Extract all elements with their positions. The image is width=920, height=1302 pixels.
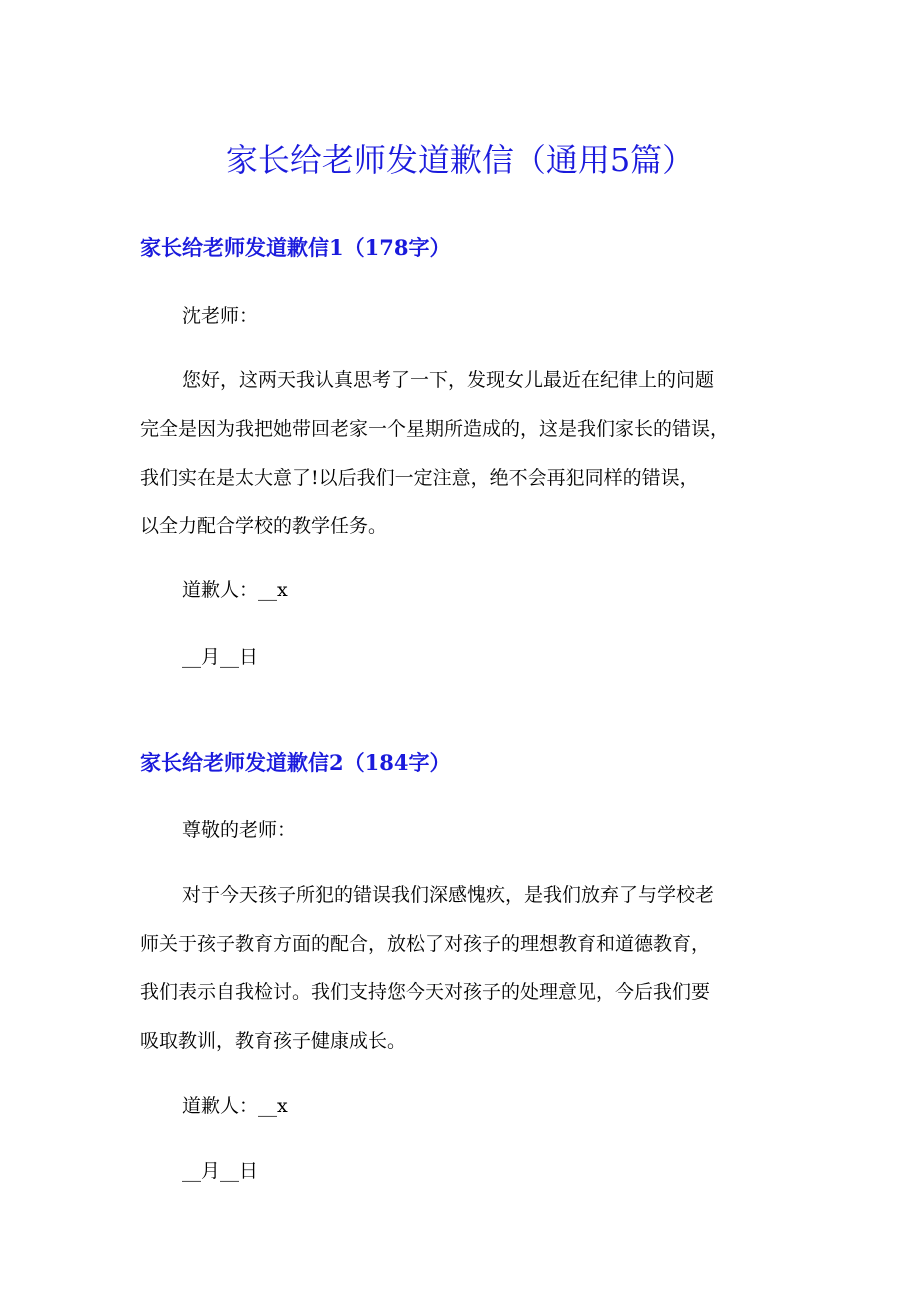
section-heading-2: 家长给老师发道歉信2（184字） <box>140 750 451 775</box>
signature-2: 道歉人：__x <box>182 1095 288 1117</box>
body-line-2-2: 师关于孩子教育方面的配合，放松了对孩子的理想教育和道德教育， <box>140 933 711 955</box>
date-2: __月__日 <box>182 1160 259 1182</box>
signature-1: 道歉人：__x <box>182 579 288 601</box>
body-line-2-4: 吸取教训，教育孩子健康成长。 <box>140 1030 407 1052</box>
date-1: __月__日 <box>182 646 259 668</box>
body-line-1-3: 我们实在是太大意了!以后我们一定注意，绝不会再犯同样的错误， <box>140 467 699 489</box>
body-line-2-3: 我们表示自我检讨。我们支持您今天对孩子的处理意见，今后我们要 <box>140 981 711 1003</box>
page-title: 家长给老师发道歉信（通用5篇） <box>225 141 695 179</box>
body-line-1-2: 完全是因为我把她带回老家一个星期所造成的，这是我们家长的错误， <box>140 418 730 440</box>
salutation-2: 尊敬的老师： <box>182 819 297 841</box>
body-line-1-1: 您好，这两天我认真思考了一下，发现女儿最近在纪律上的问题 <box>182 369 715 391</box>
section-heading-1: 家长给老师发道歉信1（178字） <box>140 235 451 260</box>
body-line-2-1: 对于今天孩子所犯的错误我们深感愧疚，是我们放弃了与学校老 <box>182 884 715 906</box>
salutation-1: 沈老师： <box>182 305 259 327</box>
body-line-1-4: 以全力配合学校的教学任务。 <box>140 515 388 537</box>
